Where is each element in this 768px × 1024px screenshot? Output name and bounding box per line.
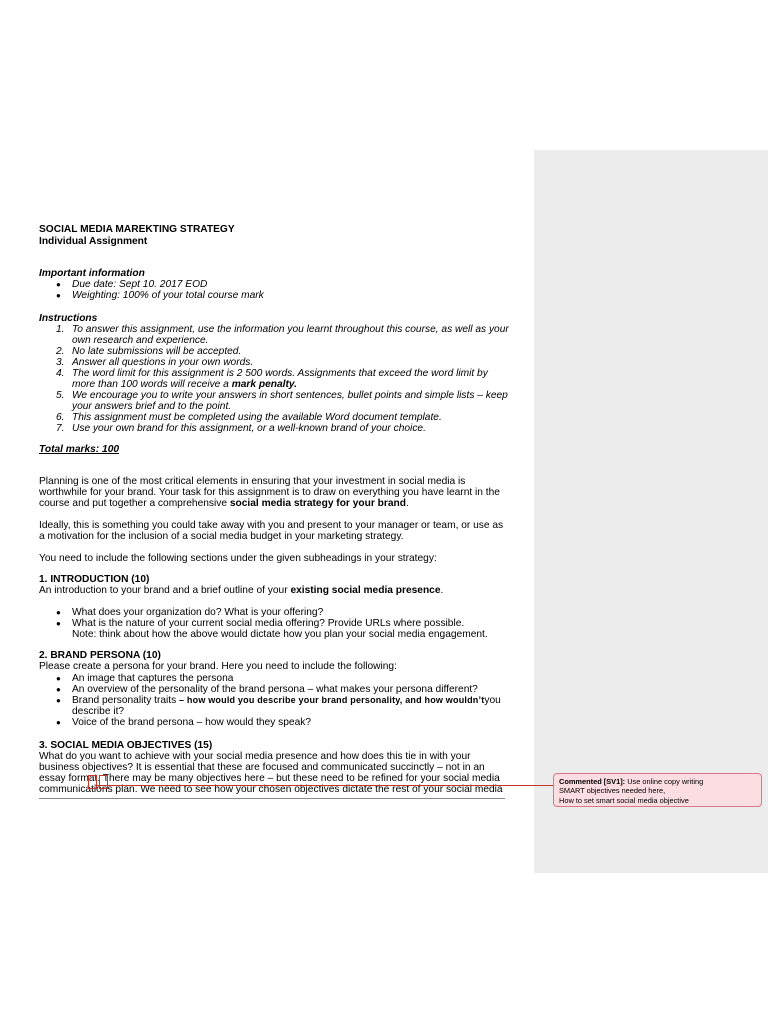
section1-heading: 1. INTRODUCTION (10) xyxy=(39,574,150,585)
section2-text: Please create a persona for your brand. Here you need to include the following: xyxy=(39,661,397,672)
list-item: ● Brand personality traits – how would you describe your brand personality, and how wouldn’tyou describe it? xyxy=(56,695,501,717)
page-bottom-rule xyxy=(39,798,505,799)
section2-heading: 2. BRAND PERSONA (10) xyxy=(39,650,161,661)
list-item: ● What is the nature of your current social media offering? Provide URLs where possible. Note: think about how the above would dictate how you plan your social media engagement. xyxy=(56,618,488,640)
comment-margin-pane xyxy=(534,150,768,873)
comment-connector-line xyxy=(95,785,553,786)
list-item: 1. To answer this assignment, use the information you learnt throughout this course, as well as your own research and experience. xyxy=(56,324,509,346)
list-item: ● Weighting: 100% of your total course mark xyxy=(56,290,264,301)
important-list xyxy=(39,279,509,301)
comment-label: Commented [SV1]: xyxy=(559,777,626,786)
section2-list xyxy=(39,673,509,728)
list-item: 3. Answer all questions in your own words. xyxy=(56,357,254,368)
list-item: ● Voice of the brand persona – how would they speak? xyxy=(56,717,312,728)
section3-text: What do you want to achieve with your social media presence and how does this tie in with your business objectives? It is essential that these are focused and communicated succinctly – not in an essay format. There may be many objectives here – but these need to be refined for your social media communications plan. We need to see how your chosen objectives dictate the rest of your social media xyxy=(39,751,503,795)
document-title: SOCIAL MEDIA MAREKTING STRATEGY xyxy=(39,224,235,235)
list-item: ● An overview of the personality of the brand persona – what makes your persona different? xyxy=(56,684,478,695)
total-marks: Total marks: 100 xyxy=(39,444,120,455)
bullet-icon: ● xyxy=(56,685,61,694)
intro-paragraph: Planning is one of the most critical elements in ensuring that your investment in social media is worthwhile for your brand. Your task for this assignment is to draw on everything you have learnt in the course and put together a comprehensive social media strategy for your brand. xyxy=(39,476,500,509)
bullet-icon: ● xyxy=(56,718,61,727)
instructions-heading: Instructions xyxy=(39,313,98,324)
list-item: ● What does your organization do? What is your offering? xyxy=(56,607,324,618)
list-item: 4. The word limit for this assignment is 2 500 words. Assignments that exceed the word limit by more than 100 words will receive a mark penalty. xyxy=(56,368,488,390)
list-item: ● An image that captures the persona xyxy=(56,673,234,684)
list-item: 2. No late submissions will be accepted. xyxy=(56,346,242,357)
comment-line-2: SMART objectives needed here, xyxy=(559,786,666,796)
important-heading: Important information xyxy=(39,268,145,279)
list-item: ● Due date: Sept 10. 2017 EOD xyxy=(56,279,208,290)
instructions-list xyxy=(39,324,509,434)
list-item: 5. We encourage you to write your answers in short sentences, bullet points and simple lists – keep your answers brief and to the point. xyxy=(56,390,508,412)
bullet-icon: ● xyxy=(56,608,61,617)
comment-balloon[interactable] xyxy=(553,773,762,807)
bullet-icon: ● xyxy=(56,619,61,628)
document-subtitle: Individual Assignment xyxy=(39,236,148,247)
list-item: 7. Use your own brand for this assignment, or a well-known brand of your choice. xyxy=(56,423,426,434)
list-item: 6. This assignment must be completed using the available Word document template. xyxy=(56,412,442,423)
bullet-icon: ● xyxy=(56,291,61,300)
mark-penalty-text: mark penalty. xyxy=(231,379,297,390)
bullet-icon: ● xyxy=(56,674,61,683)
sections-intro: You need to include the following sections under the given subheadings in your strategy: xyxy=(39,553,437,564)
comment-line-1: Use online copy writing xyxy=(627,777,704,786)
comment-line-3: How to set smart social media objective xyxy=(559,795,689,805)
ideally-paragraph: Ideally, this is something you could take away with you and present to your manager or team, or use as a motivation for the inclusion of a social media budget in your marketing strategy. xyxy=(39,520,504,542)
bullet-icon: ● xyxy=(56,280,61,289)
comment-anchor-end xyxy=(99,775,108,789)
section1-list xyxy=(39,607,509,640)
bullet-icon: ● xyxy=(56,696,61,705)
comment-anchor-start xyxy=(88,775,97,789)
section3-heading: 3. SOCIAL MEDIA OBJECTIVES (15) xyxy=(39,740,213,751)
section1-text: An introduction to your brand and a brief outline of your existing social media presence. xyxy=(39,585,444,596)
